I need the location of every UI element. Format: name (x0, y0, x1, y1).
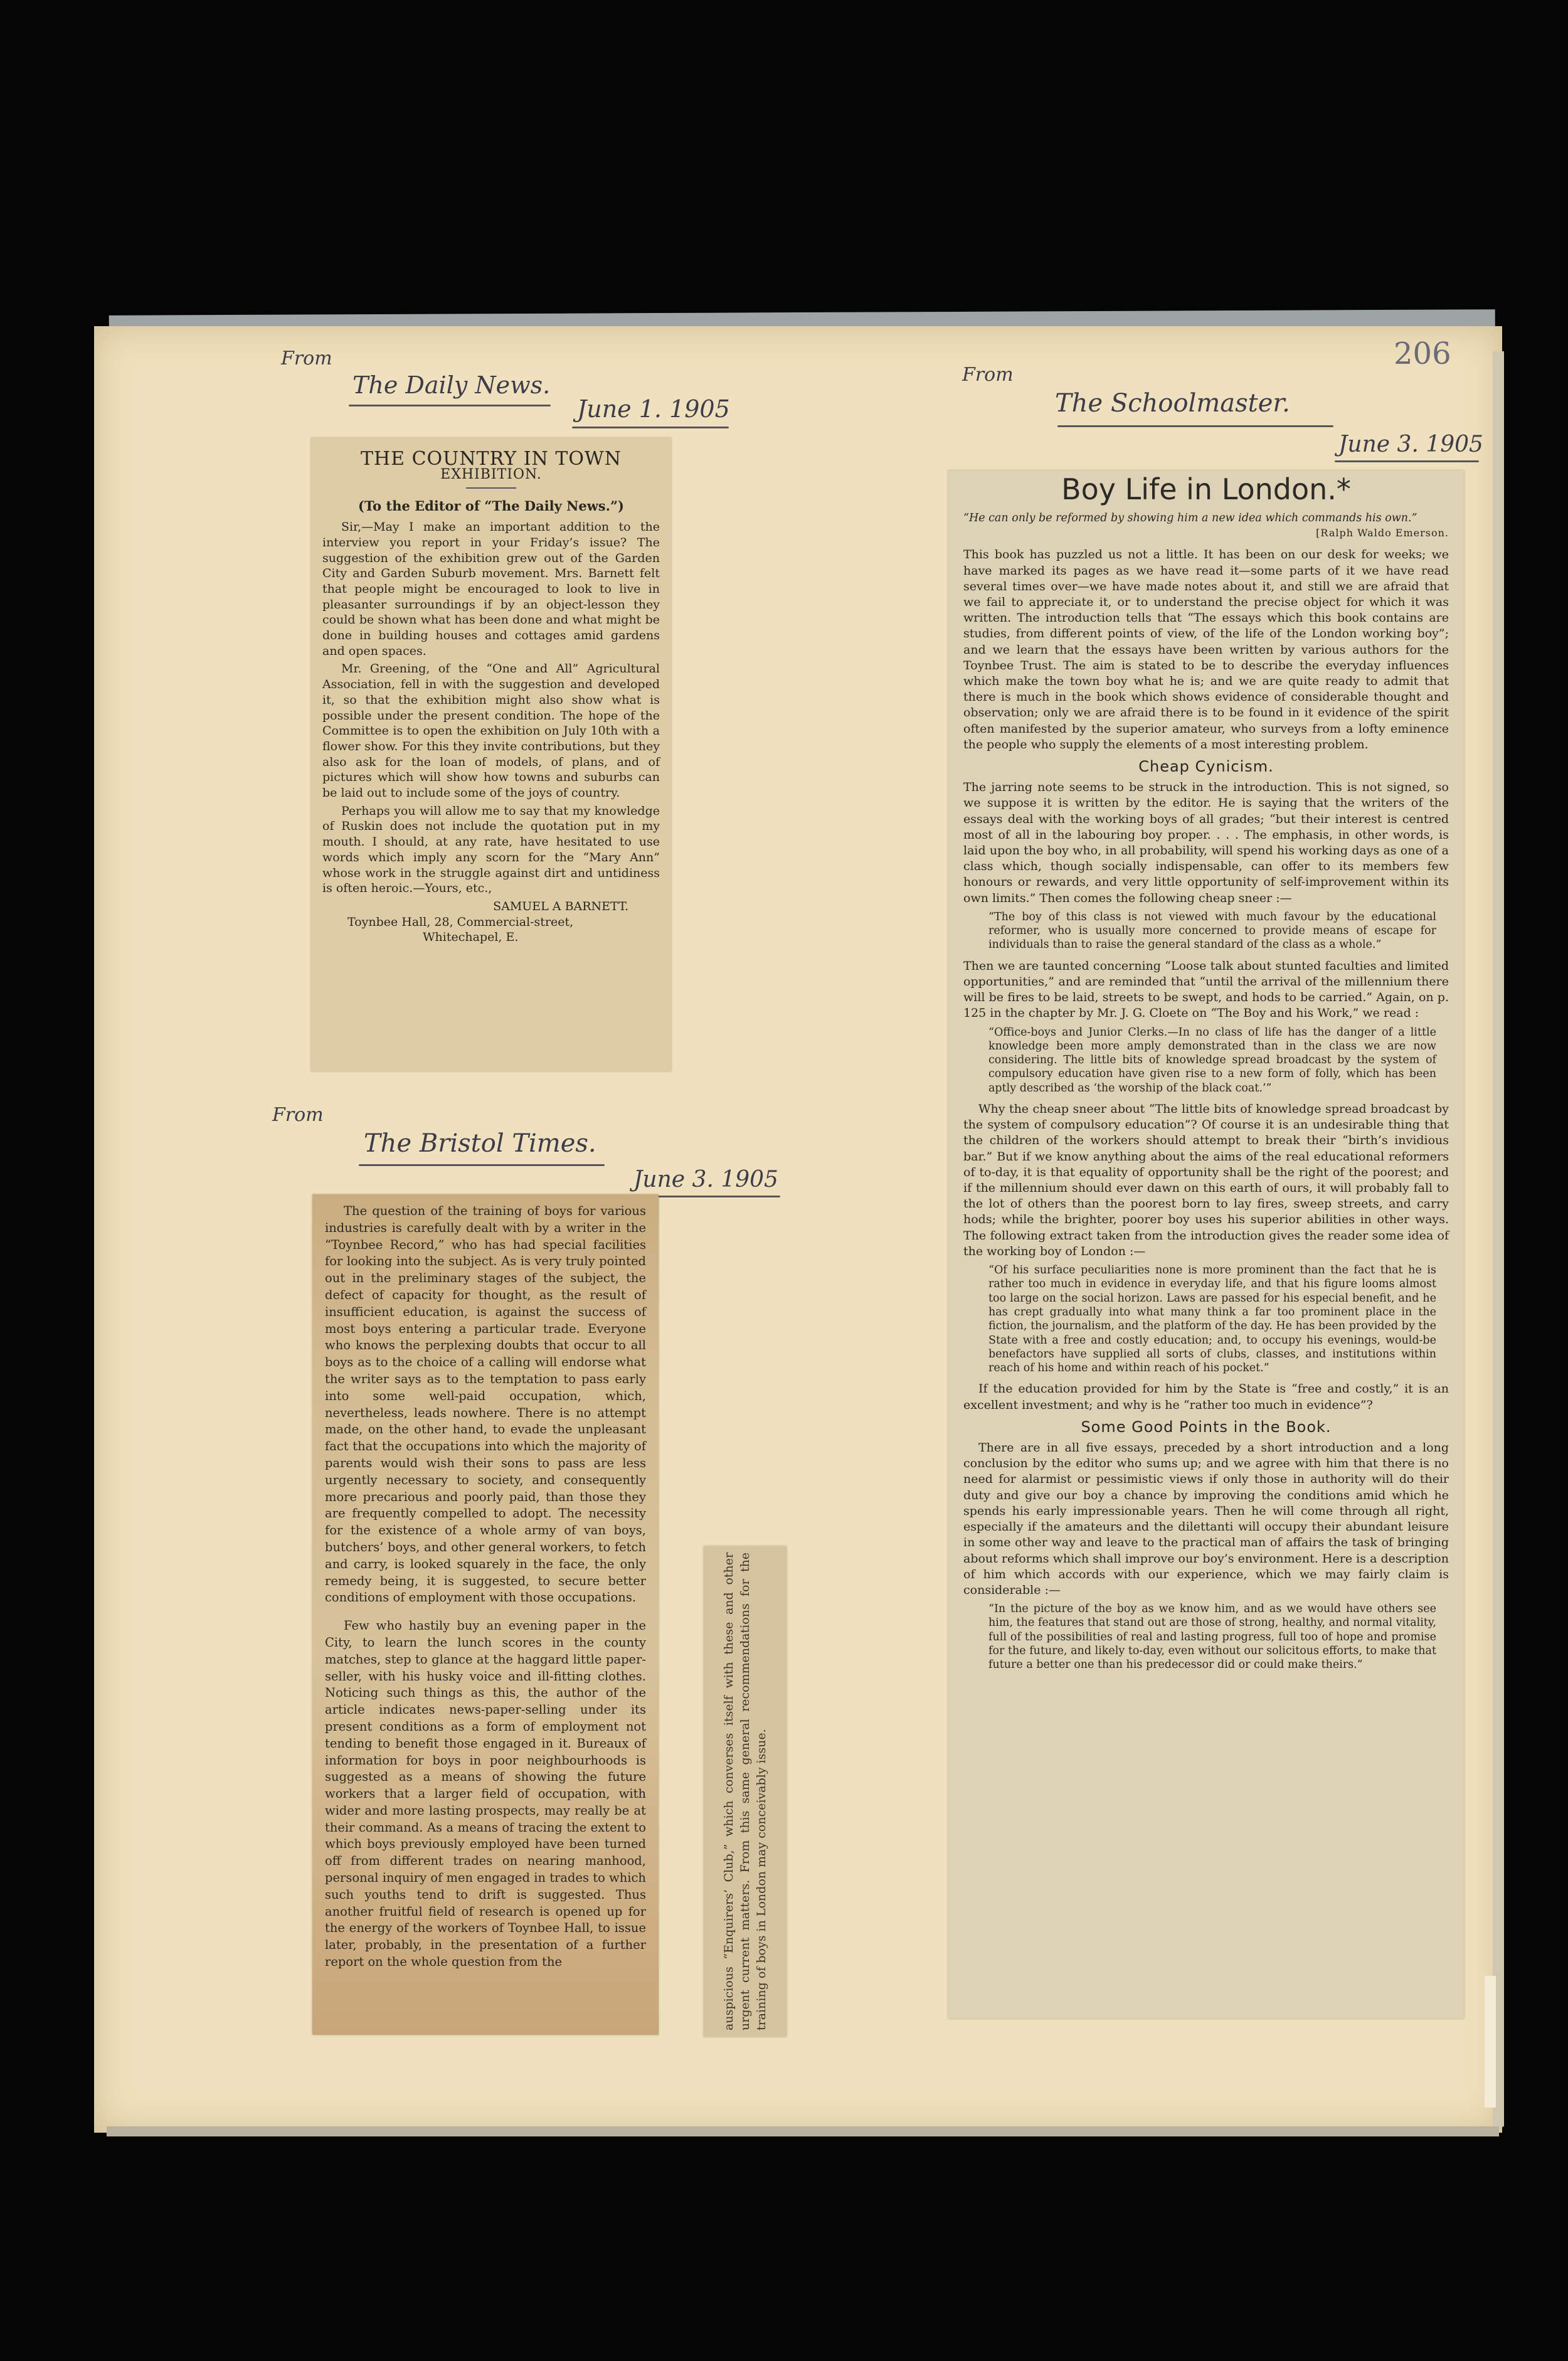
paragraph: Few who hastily buy an evening paper in the City, to learn the lunch scores in the county matches, step to glance at the haggard little paper-seller, with his husky voice and ill-fitting clothes. Noticing such things as this, the author of the article indicates news-paper-selling under its present conditions as a form of employment not tending to benefit those engaged in it. Bureaux of information for boys in poor neighbourhoods is suggested as a means of showing the future workers that a larger field of occupation, with wider and more lasting prospects, may really be at their command. As a means of tracing the extent to which boys previously employed have been turned off from different trades on nearing manhood, personal inquiry of men engaged in trades to which such youths tend to drift is suggested. Thus another fruitful field of research is opened up for the energy of the workers of Toynbee Hall, to issue later, probably, in the presentation of a further report on the whole question from the (325, 1618, 646, 1970)
headline: THE COUNTRY IN TOWN (360, 448, 622, 470)
subhead: (To the Editor of “The Daily News.”) (358, 498, 624, 514)
paragraph: Why the cheap sneer about “The little bits of knowledge spread broadcast by the system of compulsory education”? Of course it is an undesirable thing that the children of the workers should attempt to break their “birth’s invidious bar.” But if we know anything about the aims of the real educational reformers of to-day, it is that equality of opportunity shall be the right of the poorest; and if the millennium should ever dawn on this earth of ours, it will probably fall to the lot of others than the poorest born to lay fires, sweep streets, and carry hods; while the brighter, poorer boy uses his superior abilities in other ways. The following extract taken from the introduction gives the reader some idea of the working boy of London :— (963, 1102, 1449, 1258)
page-edge (1493, 351, 1504, 2126)
motto: “He can only be reformed by showing him a new idea which commands his own.” (963, 512, 1417, 525)
paragraph: Sir,—May I make an important addition to the interview you report in your Friday’s issue? The suggestion of the exhibition grew out of the Garden City and Garden Suburb movement. Mrs. Barnett felt that people might be encouraged to look to live in pleasanter surroundings if by an object-lesson they could be shown what has been done and what might be done in building houses and cottages amid gardens and open spaces. (322, 520, 660, 658)
block-quote: “The boy of this class is not viewed with much favour by the educational reformer, who is usually more concerned to provide means of escape for individuals than to raise the general standard of the class as a whole.” (988, 910, 1436, 952)
sideways-clipping (704, 1546, 787, 2037)
schoolmaster-source: The Schoolmaster. (1055, 389, 1290, 418)
paragraph: This book has puzzled us not a little. It has been on our desk for weeks; we have marked its pages as we have read it—some parts of it we have read several times over—we have made notes about it, and still we are afraid that we fail to appreciate it, or to understand the precise object for which it was written. The introduction tells that “The essays which this book contains are studies, from different points of view, of the life of the London working boy”; and we learn that the essays have been written by various authors for the Toynbee Trust. The aim is stated to be to describe the everyday influences which make the town boy what he is; and we are quite ready to admit that there is much in the book which shows evidence of considerable thought and observation; only we are afraid there is to be found in it evidence of the spirit often manifested by the superior amateur, who surveys from a lofty eminence the people who supply the elements of a most interesting problem. (963, 548, 1449, 751)
daily-news-from: From (281, 348, 332, 369)
sideways-text: auspicious “Enquirers’ Club,” which converses itself with these and other urgent current matters. From this same general recommendations for the training of boys in London may conceivably issue. (722, 1552, 768, 2030)
daily-news-source: The Daily News. (352, 371, 551, 399)
article-title: Boy Life in London.* (1061, 472, 1351, 506)
schoolmaster-clipping (948, 470, 1464, 2019)
bristol-times-underline (359, 1164, 605, 1166)
paragraph: The question of the training of boys for various industries is carefully dealt with by a writer in the “Toynbee Record,” who has had special facilities for looking into the subject. As is very truly pointed out in the preliminary stages of the subject, the defect of capacity for thought, as the result of insufficient education, is against the success of most boys entering a particular trade. Everyone who knows the perplexing doubts that occur to all boys as to the choice of a calling will endorse what the writer says as to the temptation to pass early into some well-paid occupation, which, nevertheless, leads nowhere. There is no attempt made, on the other hand, to evade the unpleasant fact that the occupations into which the majority of parents would wish their sons to pass are less urgently necessary to society, and consequently more precarious and poorly paid, than those they are frequently compelled to adopt. The necessity for the existence of a whole army of van boys, butchers’ boys, and other general workers, to fetch and carry, is looked squarely in the face, the only remedy being, it is suggested, to secure better conditions of employment with those occupations. (325, 1204, 646, 1605)
schoolmaster-underline (1057, 425, 1333, 427)
headline-sub: EXHIBITION. (440, 466, 542, 482)
page-edge-bottom (107, 2126, 1499, 2136)
bristol-times-source: The Bristol Times. (364, 1129, 596, 1158)
subheading: Some Good Points in the Book. (1081, 1418, 1332, 1436)
motto-author: [Ralph Waldo Emerson. (1316, 527, 1449, 539)
daily-news-date-underline (572, 427, 729, 428)
schoolmaster-date: June 3. 1905 (1338, 432, 1483, 457)
daily-news-date: June 1. 1905 (577, 395, 730, 423)
address-line: Toynbee Hall, 28, Commercial-street, (347, 915, 574, 929)
headline-rule (466, 487, 516, 489)
paragraph: The jarring note seems to be struck in the introduction. This is not signed, so we suppose it is written by the editor. He is saying that the writers of the essays deal with the working boys of all grades; “but their interest is centred most of all in the labouring boy proper. . . . The emphasis, in other words, is laid upon the boy who, in all probability, will spend his working days as one of a class which, though socially indispensable, can offer to its members few honours or rewards, and very little opportunity of self-improvement within its own limits.” Then comes the following cheap sneer :— (963, 780, 1449, 905)
block-quote: “In the picture of the boy as we know him, and as we would have others see him, the features that stand out are those of strong, healthy, and normal vitality, full of the possibilities of real and lasting progress, full too of hope and promise for the future, and likely to-day, even without our solicitous efforts, to make that future a better one than his predecessor did or could make theirs.” (988, 1603, 1436, 1672)
bristol-times-date: June 3. 1905 (633, 1167, 778, 1192)
paragraph: Then we are taunted concerning “Loose talk about stunted faculties and limited opportunities,” and are reminded that “until the arrival of the millennium there will be fires to be laid, streets to be swept, and hods to be carried.” Again, on p. 125 in the chapter by Mr. J. G. Cloete on “The Boy and his Work,” we read : (963, 958, 1449, 1021)
bristol-times-from: From (272, 1104, 324, 1126)
paragraph: If the education provided for him by the State is “free and costly,” it is an excellent investment; and why is he “rather too much in evidence”? (963, 1382, 1449, 1412)
schoolmaster-from: From (962, 364, 1014, 386)
schoolmaster-date-underline (1335, 460, 1479, 462)
subheading: Cheap Cynicism. (1138, 758, 1274, 776)
block-quote: “Office-boys and Junior Clerks.—In no class of life has the danger of a little knowledge been more amply demonstrated than in the class we are now considering. The little bits of knowledge spread broadcast by the system of compulsory education have given rise to a new form of folly, which has been aptly described as ‘the worship of the black coat.’” (988, 1026, 1436, 1095)
paragraph: Mr. Greening, of the “One and All” Agricultural Association, fell in with the suggestion and developed it, so that the exhibition might also show what is possible under the present condition. The hope of the Committee is to open the exhibition on July 10th with a flower show. For this they invite contributions, but they also ask for the loan of models, of plans, and of pictures which will show how towns and suburbs can be laid out to include some of the joys of country. (322, 662, 660, 800)
daily-news-clipping (311, 438, 671, 1071)
address-line: Whitechapel, E. (423, 930, 519, 945)
tape-stub (1485, 1976, 1496, 2108)
signature: SAMUEL A BARNETT. (493, 899, 628, 913)
paragraph: There are in all five essays, preceded by a short introduction and a long conclusion by the editor who sums up; and we agree with him that there is no need for alarmist or pessimistic views if only those in authority will do their duty and give our boy a chance by improving the conditions amid which he spends his early impressionable years. Then he will come through all right, especially if the amateurs and the dilettanti will occupy their abundant leisure in some other way and leave to the practical man of affairs the task of bringing about reforms which shall improve our boy’s environment. Here is a description of him which accords with our experience, which we may fairly claim is considerable :— (963, 1441, 1449, 1597)
bristol-times-clipping (312, 1194, 659, 2035)
daily-news-underline (349, 405, 551, 406)
paragraph: Perhaps you will allow me to say that my knowledge of Ruskin does not include the quotation put in my mouth. I should, at any rate, have hesitated to use words which imply any scorn for the “Mary Ann” whose work in the struggle against dirt and untidiness is often heroic.—Yours, etc., (322, 804, 660, 896)
block-quote: “Of his surface peculiarities none is more prominent than the fact that he is rather too much in evidence in everyday life, and that his figure looms almost too large on the social horizon. Laws are passed for his especial benefit, and he has crept gradually into what many think a far too prominent place in the fiction, the journalism, and the platform of the day. He has been provided by the State with a free and costly education; and, to occupy his evenings, would-be benefactors have supplied all sorts of clubs, classes, and institutions within reach of his home and within reach of his pocket.” (988, 1264, 1436, 1375)
page-number: 206 (1394, 336, 1451, 371)
